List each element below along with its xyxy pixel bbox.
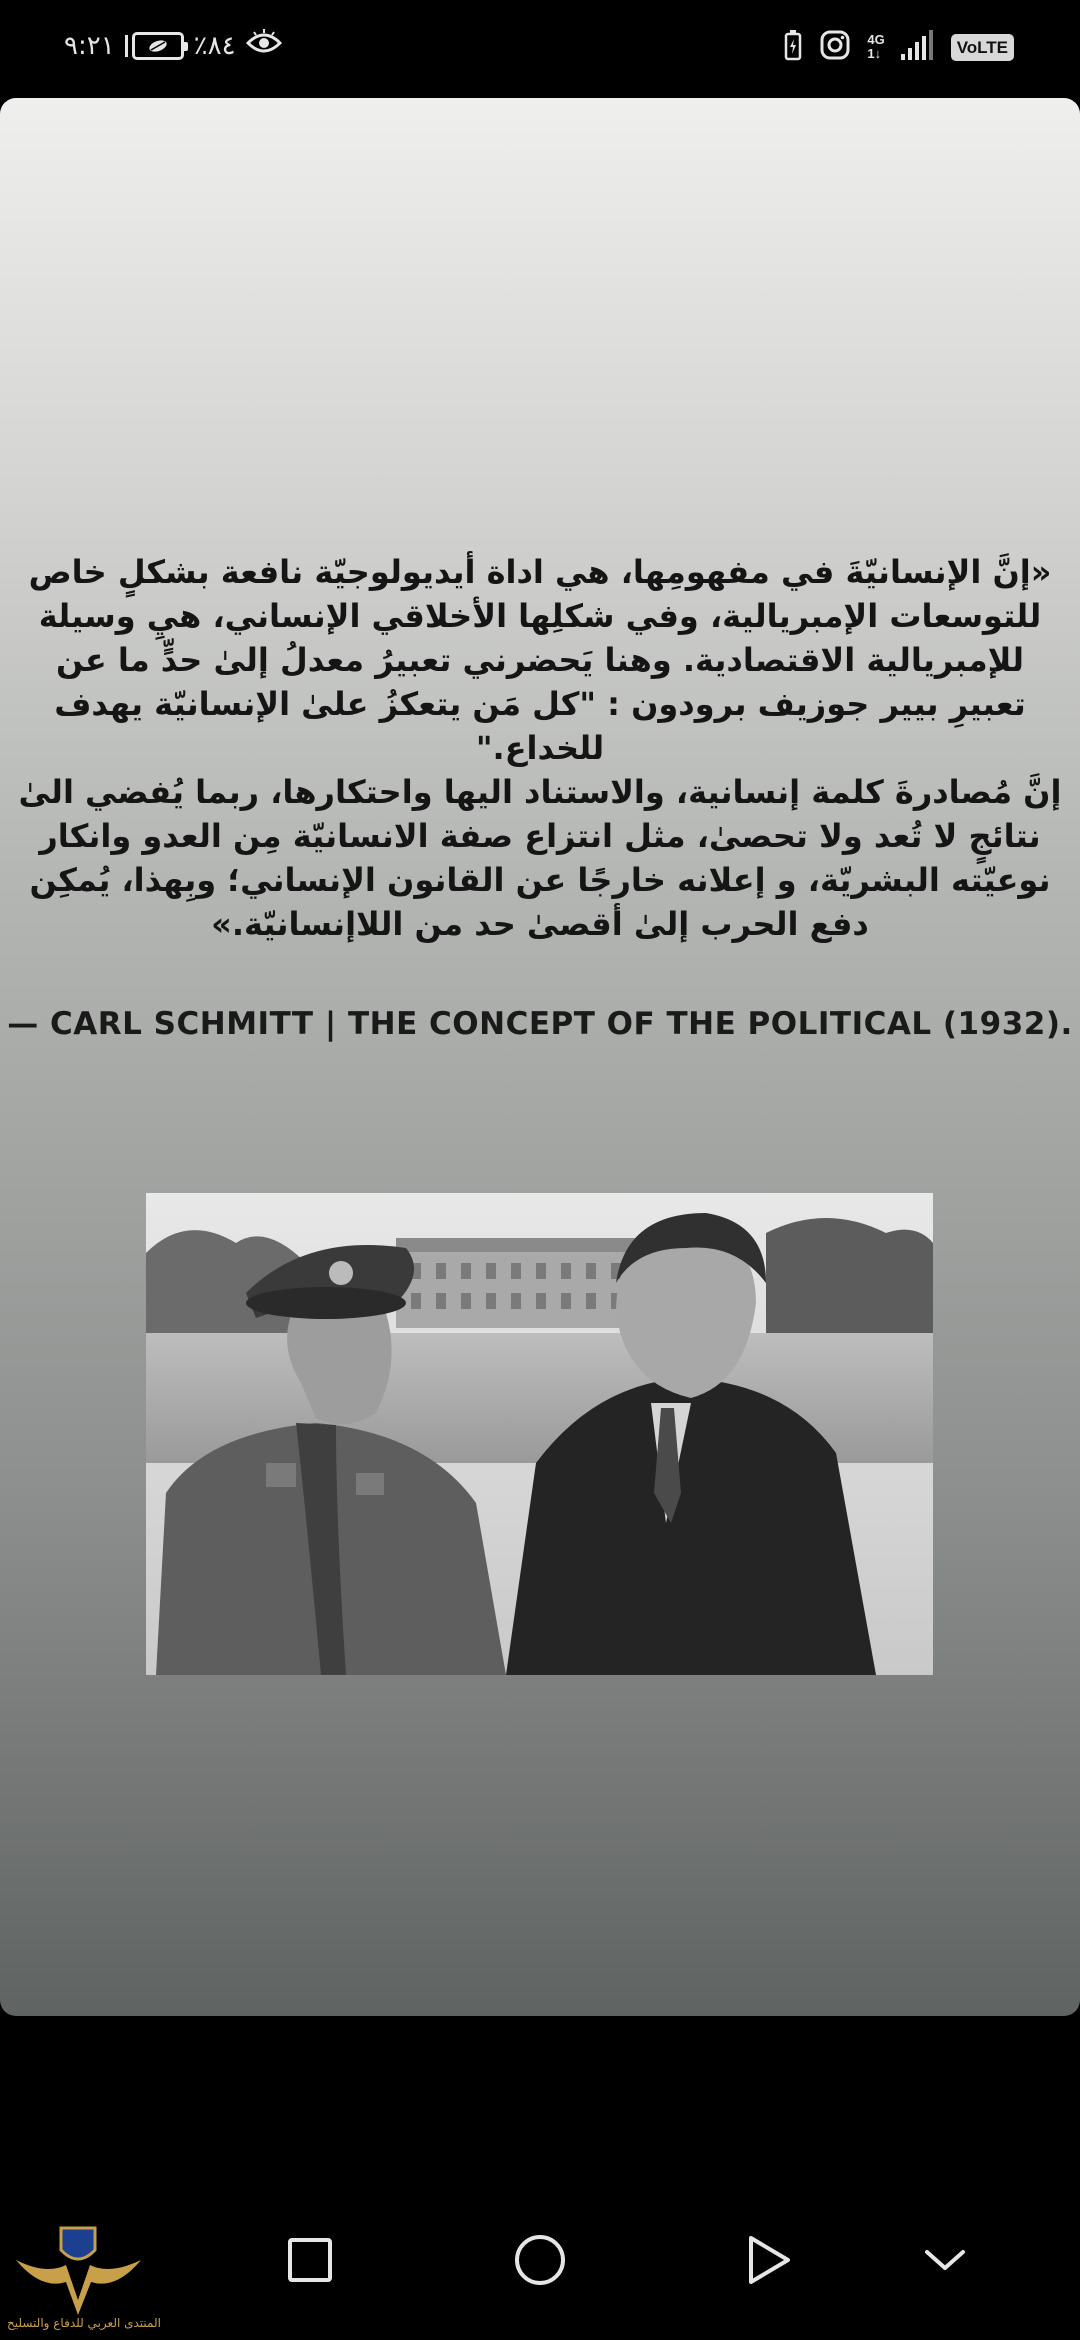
clock: ٩:٢١ xyxy=(64,31,115,61)
battery-icon xyxy=(125,32,184,60)
triangle-icon xyxy=(746,2234,792,2286)
arabic-quote xyxy=(18,550,1062,946)
post-card xyxy=(0,98,1080,2016)
instagram-icon xyxy=(819,29,851,65)
forum-logo xyxy=(6,2220,161,2340)
status-right xyxy=(783,24,1014,70)
network-type: 4G 1↓ xyxy=(867,32,885,61)
eye-comfort-icon xyxy=(246,29,282,64)
historical-photo xyxy=(146,1193,933,1675)
square-icon xyxy=(287,2237,333,2283)
quote-paragraph-2: إنَّ مُصادرةَ كلمة إنسانية، والاستناد اليها واحتكارها، ربما يُفضي الىٰ نتائجٍ لا تُعد ولا تحصىٰ، مثل انتزاع صفة الانسانيّة مِن العدو وانكار نوعيّته البشريّة، و إعلانه خارجًا عن القانون الإنساني؛ وبِهذا، يُمكِن دفع الحرب إلىٰ أقصىٰ حد من اللاإنسانيّة.» xyxy=(18,773,1062,943)
back-button[interactable] xyxy=(724,2220,814,2300)
navigation-bar xyxy=(0,2180,1080,2340)
battery-saver-icon xyxy=(783,29,803,65)
status-bar xyxy=(0,0,1080,96)
home-button[interactable] xyxy=(495,2220,585,2300)
signal-icon xyxy=(901,30,935,64)
chevron-down-icon xyxy=(923,2246,967,2274)
quote-paragraph-1: «إنَّ الإنسانيّةَ في مفهومِها، هي اداة أيديولوجيّة نافعة بشكلٍ خاص للتوسعات الإمبريالية، وفي شكلِها الأخلاقي الإنساني، هيِ وسيلة للإمبريالية الاقتصادية. وهنا يَحضرني تعبيرُ معدلُ إلىٰ حدٍّ ما عن تعبيرِ بيير جوزيف برودون : "كل مَن يتعكزُ علىٰ الإنسانيّة يهدف للخداع." xyxy=(28,553,1052,767)
status-left xyxy=(64,22,282,70)
circle-icon xyxy=(513,2233,567,2287)
hide-nav-button[interactable] xyxy=(900,2220,990,2300)
recent-apps-button[interactable] xyxy=(265,2220,355,2300)
quote-attribution: — CARL SCHMITT | THE CONCEPT OF THE POLITICAL (1932). xyxy=(7,1006,1073,1042)
battery-percent: ٪٨٤ xyxy=(193,31,236,61)
volte-badge: VoLTE xyxy=(951,34,1014,61)
forum-caption: المنتدى العربي للدفاع والتسليح xyxy=(7,2316,161,2330)
